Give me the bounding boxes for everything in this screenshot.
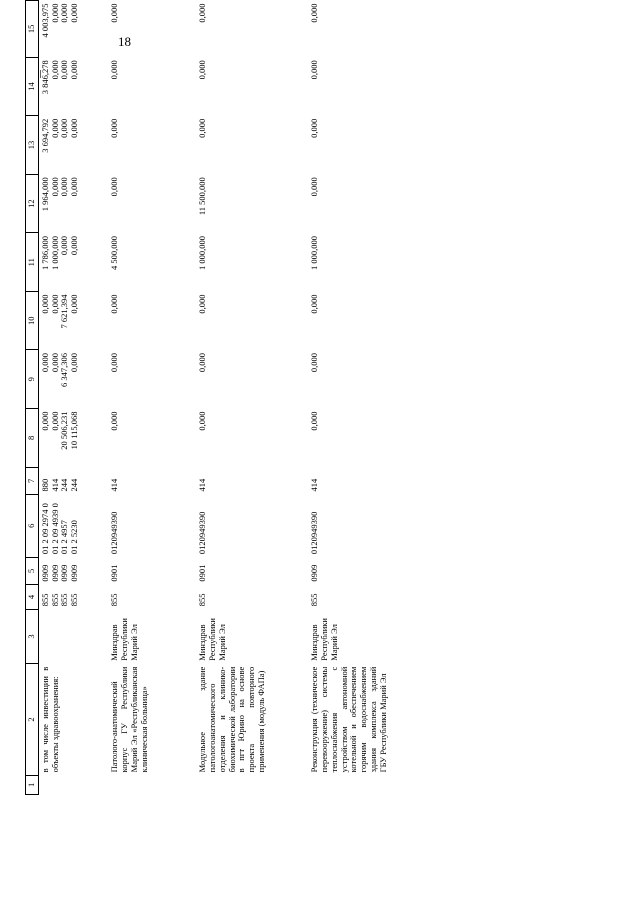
column-number-cell: 8 (26, 408, 39, 467)
column-number-cell: 4 (26, 585, 39, 610)
cell-c15 (196, 1, 308, 58)
cell-value: 0,000 (109, 411, 120, 431)
cell-value: 0,000 (49, 294, 60, 314)
cell-value: 855 (39, 593, 50, 607)
cell-c15 (308, 1, 458, 58)
cell-value: 0,000 (69, 60, 80, 80)
cell-value: 0,000 (197, 60, 208, 80)
column-number-cell: 14 (26, 57, 39, 115)
row-index-cell (38, 775, 108, 794)
cell-value: 3 694,792 (39, 118, 50, 153)
cell-c11 (38, 233, 108, 291)
column-number-cell: 15 (26, 1, 39, 58)
administrator-cell: Минздрав Республики Марий Эл (309, 618, 339, 661)
cell-value: 0,000 (59, 118, 70, 138)
cell-c12 (38, 174, 108, 233)
cell-value: 855 (309, 593, 320, 607)
table-row (196, 1, 308, 795)
administrator-cell: Минздрав Республики Марий Эл (109, 618, 139, 661)
cell-value: 0,000 (197, 294, 208, 314)
cell-c8 (196, 408, 308, 467)
cell-value: 0,000 (49, 352, 60, 373)
cell-value: 0,000 (49, 411, 60, 431)
cell-value: 1 000,000 (49, 235, 60, 270)
cell-c11 (308, 233, 458, 291)
cell-c8 (38, 408, 108, 467)
cell-value: 0,000 (69, 118, 80, 138)
cell-c4 (108, 585, 196, 610)
table-row (38, 1, 108, 795)
cell-c5 (308, 557, 458, 585)
cell-value: 1 000,000 (309, 235, 320, 270)
cell-c15 (108, 1, 196, 58)
cell-c13 (38, 116, 108, 174)
cell-c8 (308, 408, 458, 467)
administrator-cell: Минздрав Республики Марий Эл (197, 618, 227, 661)
cell-value: 414 (197, 478, 208, 492)
cell-c9 (108, 350, 196, 408)
object-name-cell: Патолого-анатомический корпус ГУ Республики Марий Эл «Республиканская клиническая больница» (109, 666, 149, 773)
cell-c10 (108, 291, 196, 349)
cell-c7 (308, 467, 458, 494)
cell-value: 0901 (109, 564, 120, 582)
cell-value: 0,000 (309, 352, 320, 373)
cell-value: 0,000 (309, 3, 320, 23)
column-number-cell: 10 (26, 291, 39, 349)
cell-c5 (38, 557, 108, 585)
cell-value: 1 964,000 (39, 177, 50, 212)
cell-value: 0,000 (309, 118, 320, 138)
cell-c14 (308, 57, 458, 115)
cell-value: 0,000 (49, 60, 60, 80)
administrator-cell (38, 609, 108, 664)
cell-c11 (108, 233, 196, 291)
cell-c5 (108, 557, 196, 585)
cell-c4 (308, 585, 458, 610)
cell-c10 (196, 291, 308, 349)
cell-value: 0,000 (109, 3, 120, 23)
column-number-cell: 1 (26, 775, 39, 794)
cell-value: 0120949390 (309, 511, 320, 555)
cell-c10 (38, 291, 108, 349)
column-number-cell: 12 (26, 174, 39, 233)
cell-value: 0909 (39, 564, 50, 582)
row-index-cell (308, 775, 458, 794)
cell-value: 0,000 (69, 294, 80, 314)
cell-c12 (108, 174, 196, 233)
cell-value: 0,000 (39, 294, 50, 314)
cell-value: 0,000 (109, 118, 120, 138)
column-number-cell: 3 (26, 609, 39, 664)
cell-c14 (108, 57, 196, 115)
object-name-cell: Реконструкция (техническое перевооружение) системы теплоснабжения с устройством автономной котельной и обеспечением горячим водоснабжением здания комплекса зданий ГБУ Республики Марий Эл (309, 666, 388, 773)
column-number-cell: 11 (26, 233, 39, 291)
cell-value: 0,000 (69, 177, 80, 197)
cell-value: 414 (109, 478, 120, 492)
cell-value: 414 (49, 478, 60, 492)
cell-value: 3 846,278 (39, 60, 50, 95)
cell-c6 (38, 495, 108, 558)
cell-value: 244 (69, 478, 80, 492)
cell-value: 0,000 (39, 352, 50, 373)
cell-value: 414 (309, 478, 320, 492)
cell-value: 01 2 4957 (59, 520, 70, 555)
cell-value: 0120949390 (109, 511, 120, 555)
cell-value: 6 347,306 (59, 352, 70, 387)
cell-value: 0,000 (309, 411, 320, 431)
cell-value: 244 (59, 478, 70, 492)
cell-value: 4 500,000 (109, 235, 120, 270)
cell-value: 0909 (69, 564, 80, 582)
object-name-cell: Модульное здание патологоанатомического отделения и клинико-биохимической лаборатории в пгт Юрино на основе проекта повторного применения (модуль ФАПа) (197, 666, 266, 773)
cell-c6 (108, 495, 196, 558)
cell-c7 (38, 467, 108, 494)
column-number-cell: 7 (26, 467, 39, 494)
cell-value: 20 506,231 (59, 411, 70, 450)
cell-value: 855 (69, 593, 80, 607)
cell-value: 855 (59, 593, 70, 607)
cell-value: 0120949390 (197, 511, 208, 555)
cell-value: 0909 (59, 564, 70, 582)
cell-value: 11 500,000 (197, 177, 208, 216)
cell-value: 0,000 (59, 177, 70, 197)
table-row (308, 1, 458, 795)
cell-value: 01 2 09 2974 0 (39, 503, 50, 555)
cell-c14 (38, 57, 108, 115)
cell-c14 (196, 57, 308, 115)
cell-value: 855 (109, 593, 120, 607)
row-index-cell (196, 775, 308, 794)
cell-c4 (196, 585, 308, 610)
cell-value: 01 2 09 4939 0 (49, 503, 60, 555)
cell-c9 (38, 350, 108, 408)
cell-c7 (108, 467, 196, 494)
object-name-cell: в том числе инвестиции в объекты здравоохранения: (39, 666, 60, 773)
cell-value: 0,000 (109, 294, 120, 314)
cell-value: 0,000 (69, 3, 80, 23)
cell-c8 (108, 408, 196, 467)
cell-value: 0909 (49, 564, 60, 582)
cell-c6 (308, 495, 458, 558)
cell-value: 7 621,394 (59, 294, 70, 329)
cell-c11 (196, 233, 308, 291)
cell-value: 4 003,975 (39, 3, 50, 38)
cell-c13 (108, 116, 196, 174)
cell-value: 0,000 (59, 3, 70, 23)
cell-c15 (38, 1, 108, 58)
cell-value: 0,000 (69, 352, 80, 373)
cell-value: 855 (49, 593, 60, 607)
cell-c9 (196, 350, 308, 408)
cell-value: 0,000 (39, 411, 50, 431)
cell-value: 0,000 (309, 294, 320, 314)
cell-c5 (196, 557, 308, 585)
cell-value: 0,000 (309, 177, 320, 197)
cell-value: 0,000 (69, 235, 80, 256)
cell-c13 (196, 116, 308, 174)
cell-value: 0,000 (49, 3, 60, 23)
cell-value: 10 115,068 (69, 411, 80, 450)
row-index-cell (108, 775, 196, 794)
cell-value: 0,000 (59, 60, 70, 80)
column-number-cell: 5 (26, 557, 39, 585)
cell-value: 0,000 (49, 118, 60, 138)
cell-value: 0,000 (109, 60, 120, 80)
column-number-cell: 9 (26, 350, 39, 408)
cell-value: 0,000 (59, 235, 70, 256)
cell-c9 (308, 350, 458, 408)
cell-value: 0909 (309, 564, 320, 582)
cell-value: 0901 (197, 564, 208, 582)
cell-c12 (308, 174, 458, 233)
cell-value: 1 000,000 (197, 235, 208, 270)
cell-c4 (38, 585, 108, 610)
column-number-cell: 13 (26, 116, 39, 174)
column-number-cell: 2 (26, 664, 39, 776)
cell-c6 (196, 495, 308, 558)
column-number-cell: 6 (26, 495, 39, 558)
table-row (108, 1, 196, 795)
budget-table (25, 0, 458, 795)
cell-value: 01 2 5230 (69, 520, 80, 555)
cell-value: 0,000 (197, 411, 208, 431)
cell-c7 (196, 467, 308, 494)
cell-value: 0,000 (49, 177, 60, 197)
cell-value: 0,000 (197, 352, 208, 373)
page-number: 18 (118, 34, 131, 49)
column-number-row (26, 1, 39, 795)
cell-value: 1 786,000 (39, 235, 50, 270)
cell-c12 (196, 174, 308, 233)
cell-value: 0,000 (197, 3, 208, 23)
cell-value: 0,000 (309, 60, 320, 80)
cell-c10 (308, 291, 458, 349)
cell-c13 (308, 116, 458, 174)
cell-value: 880 (39, 478, 50, 492)
cell-value: 0,000 (197, 118, 208, 138)
cell-value: 0,000 (109, 352, 120, 373)
cell-value: 0,000 (109, 177, 120, 197)
cell-value: 855 (197, 593, 208, 607)
